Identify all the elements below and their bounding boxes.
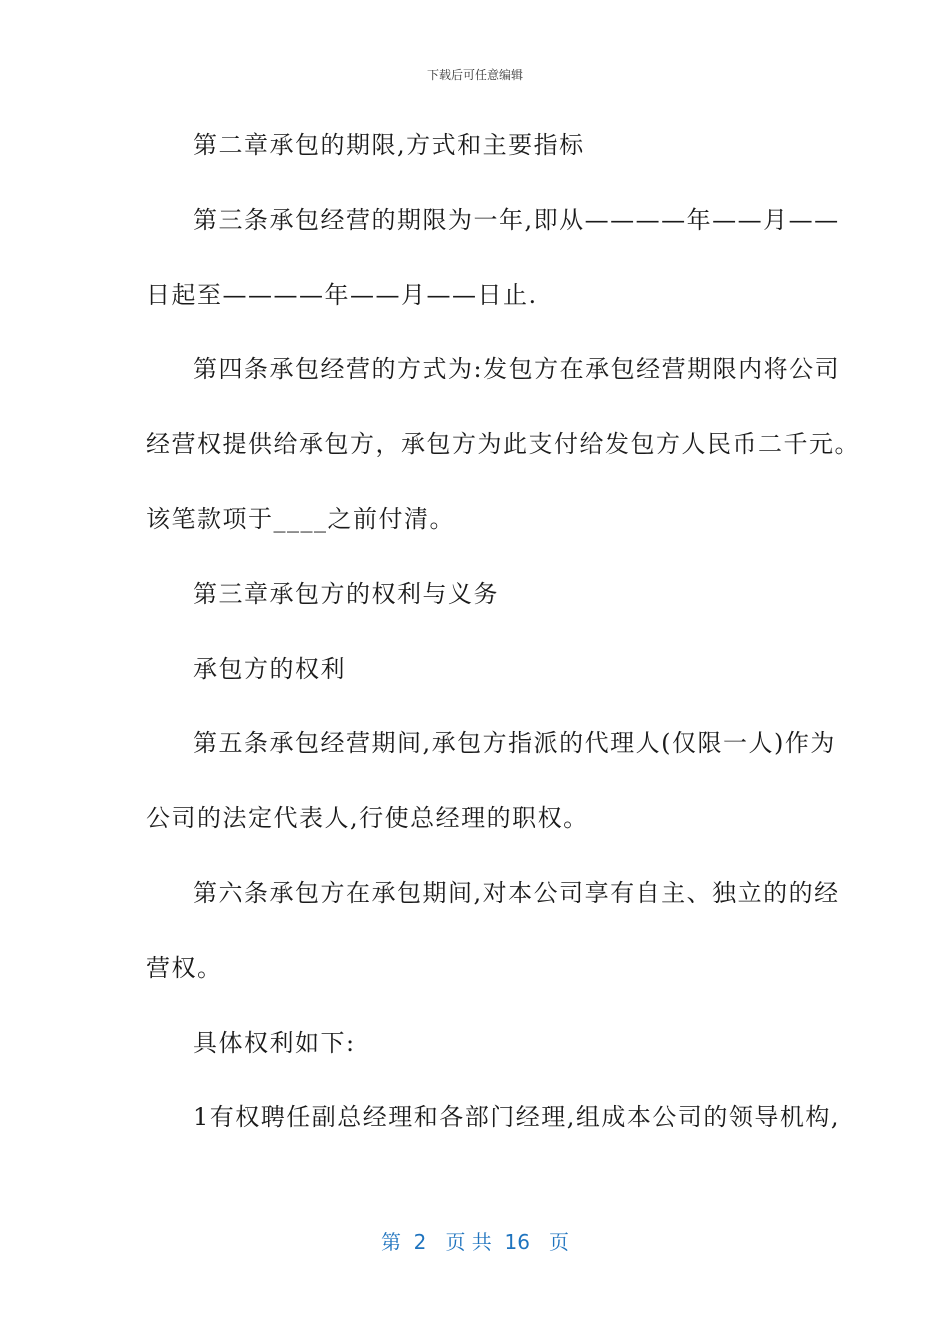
article-6-line-2: 营权。	[146, 954, 223, 982]
article-3-line-2: 日起至————年——月——日止.	[146, 281, 538, 309]
article-6-line-1: 第六条承包方在承包期间,对本公司享有自主、独立的的经	[193, 879, 840, 907]
chapter-2-title: 第二章承包的期限,方式和主要指标	[193, 131, 585, 159]
article-4-line-1: 第四条承包经营的方式为:发包方在承包经营期限内将公司	[193, 355, 841, 383]
rights-list-intro: 具体权利如下:	[193, 1029, 356, 1057]
rights-item-1-line-1: 1有权聘任副总经理和各部门经理,组成本公司的领导机构,	[193, 1103, 841, 1131]
article-4-line-2: 经营权提供给承包方，承包方为此支付给发包方人民币二千元。	[146, 430, 860, 458]
chapter-3-title: 第三章承包方的权利与义务	[193, 580, 499, 608]
page-footer: 第 2 页 共 16 页	[380, 1230, 570, 1254]
rights-heading: 承包方的权利	[193, 655, 346, 683]
page-header: 下载后可任意编辑	[426, 68, 523, 82]
article-4-line-3: 该笔款项于____之前付清。	[146, 505, 455, 533]
article-3-line-1: 第三条承包经营的期限为一年,即从————年——月——	[193, 206, 840, 234]
article-5-line-2: 公司的法定代表人,行使总经理的职权。	[146, 804, 589, 832]
article-5-line-1: 第五条承包经营期间,承包方指派的代理人(仅限一人)作为	[193, 729, 836, 757]
